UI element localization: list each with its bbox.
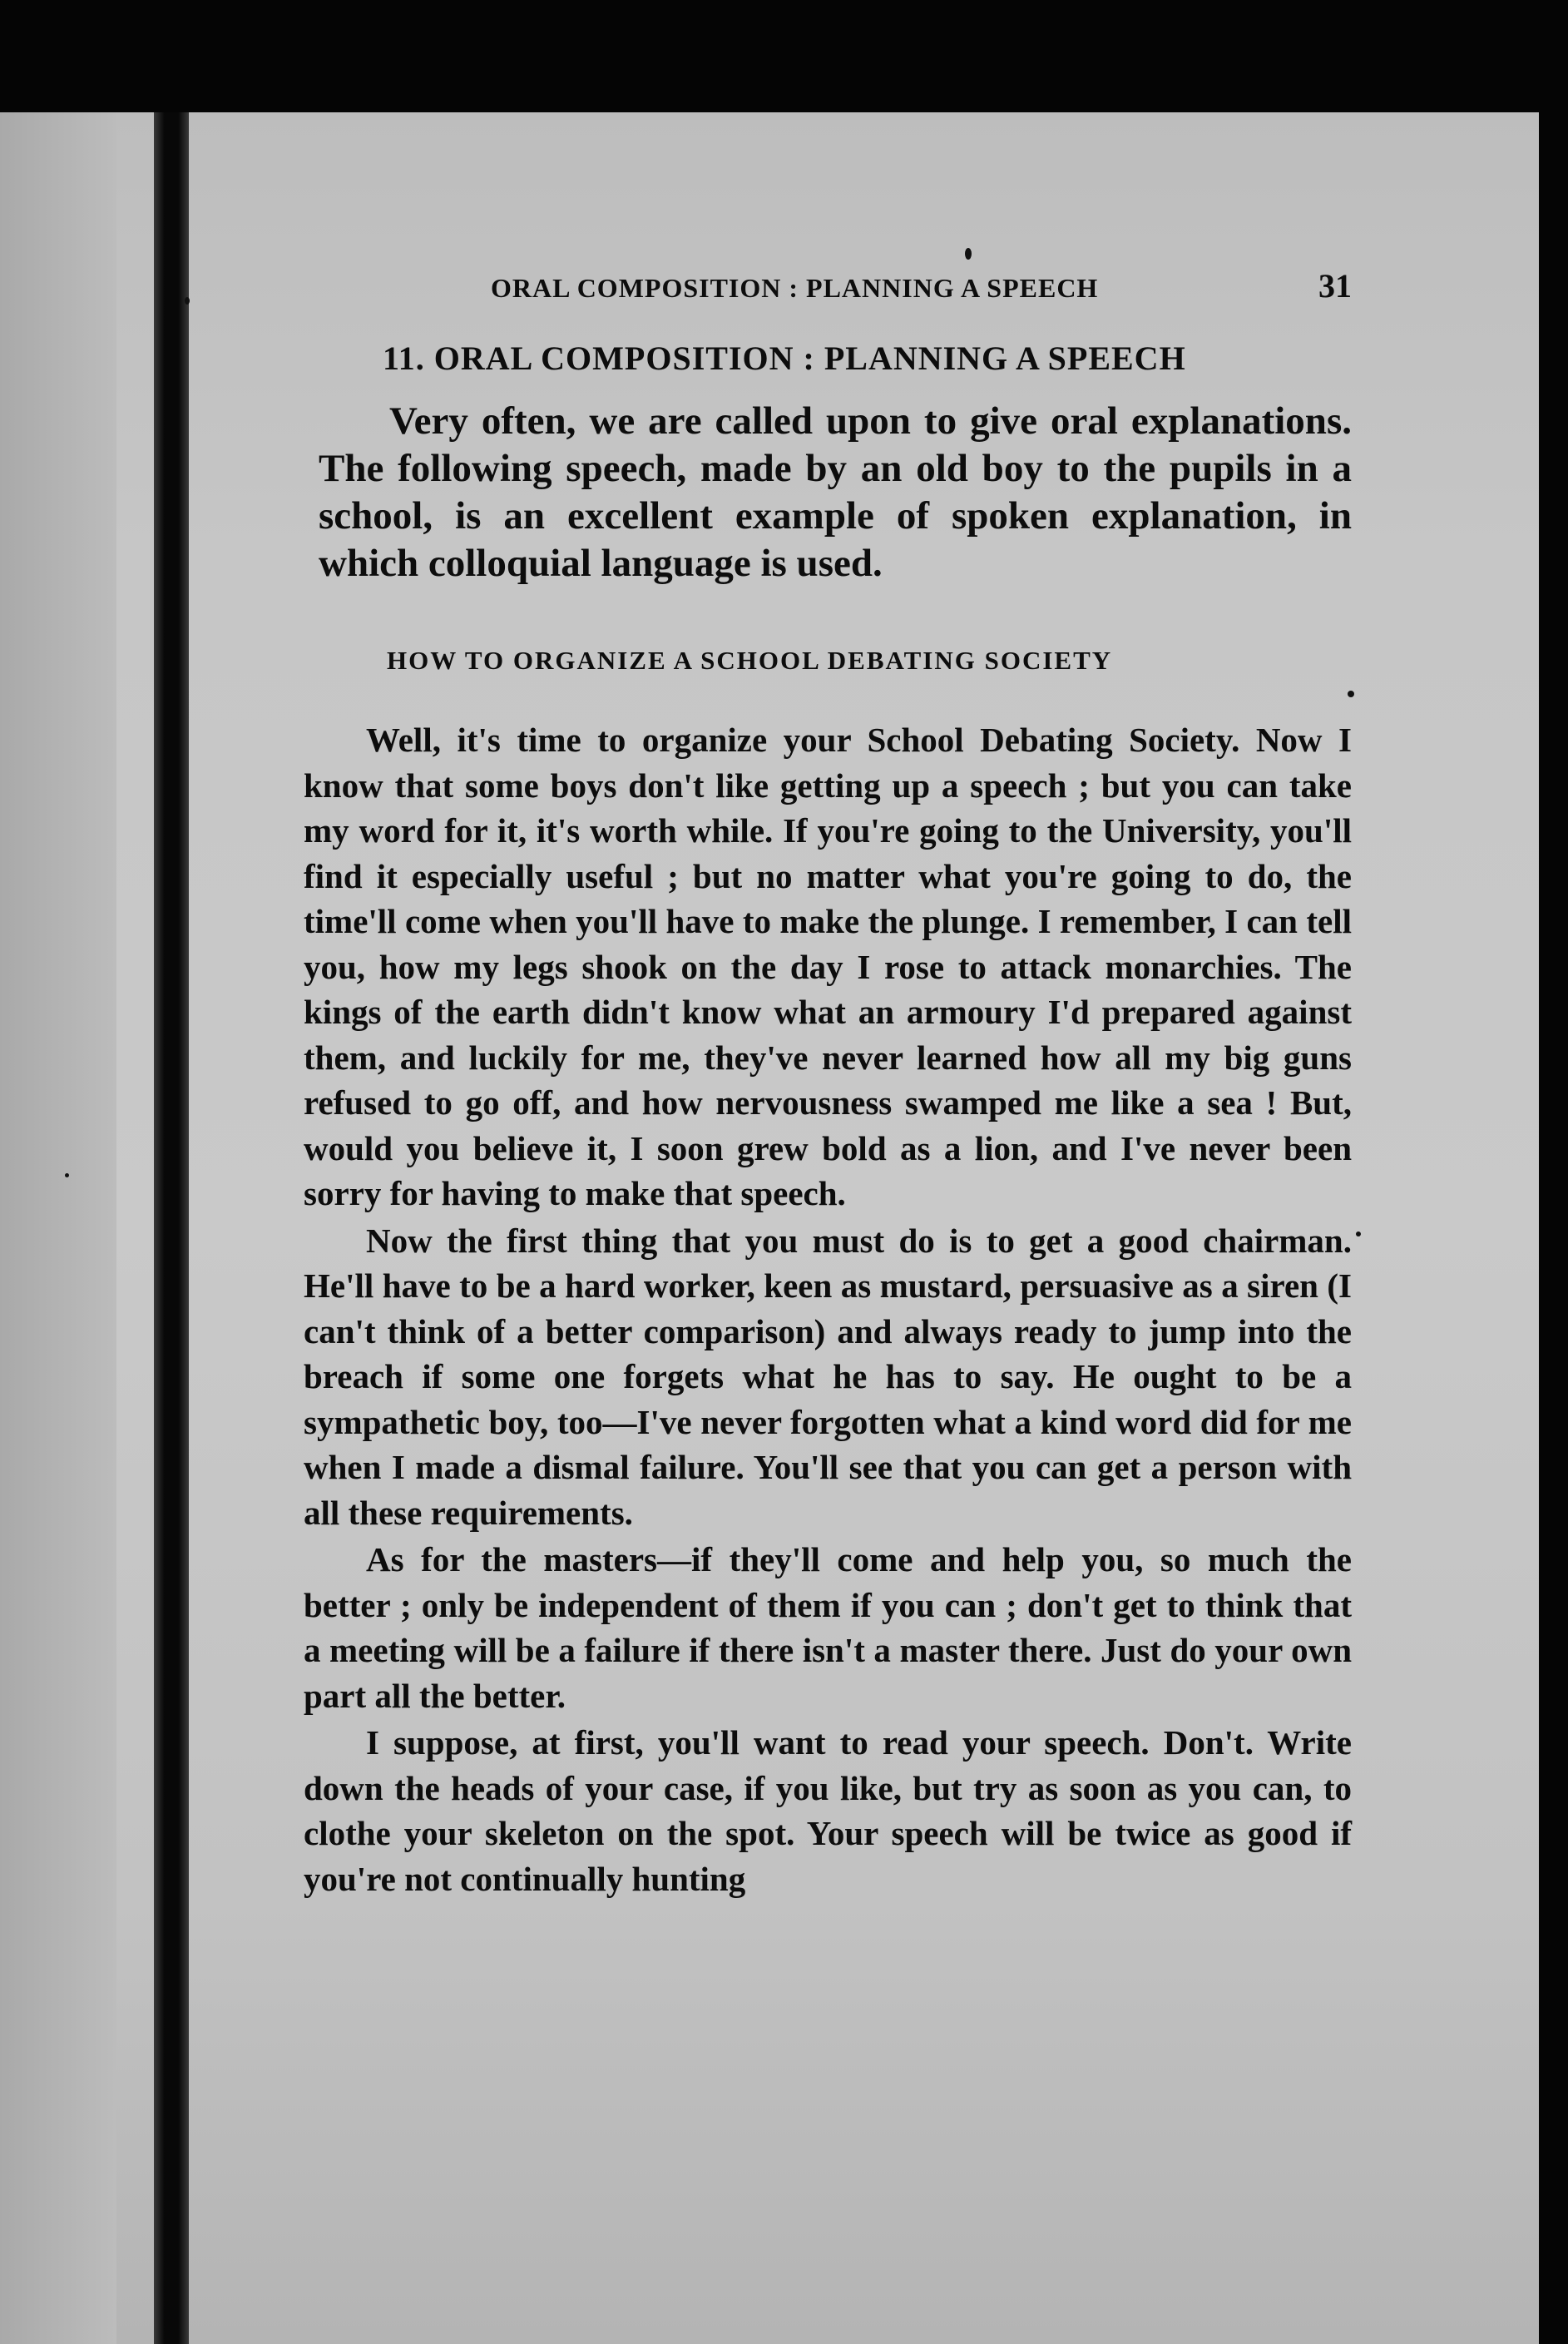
scan-top-border — [0, 0, 1568, 116]
body-paragraph: Well, it's time to organize your School Debating Society. Now I know that some boys don't like getting up a speech ; but you can take my word for it, it's worth while. If you're going to the University, you'll find it especially useful ; but no matter what you're going to do, the time'll come when you'll have to make the plunge. I remember, I can tell you, how my legs shook on the day I rose to attack monarchies. The kings of the earth didn't know what an armoury I'd prepared against them, and luckily for me, they've never learned how all my big guns refused to go off, and how nervousness swamped me like a sea ! But, would you believe it, I soon grew bold as a lion, and I've never been sorry for having to make that speech. — [304, 721, 1352, 1212]
body-paragraph: As for the masters—if they'll come and help you, so much the better ; only be independent of them if you can ; don't get to think that a meeting will be a failure if there isn't a master there. Just do your own part all the better. — [304, 1540, 1352, 1715]
left-margin — [0, 112, 116, 2344]
page-text — [304, 266, 1352, 1903]
body-paragraph: I suppose, at first, you'll want to read your speech. Don't. Write down the heads of your case, if you like, but try as soon as you can, to clothe your skeleton on the spot. Your speech will be twice as good if you're not continually hunting — [304, 1723, 1352, 1898]
dust-speck — [65, 1173, 69, 1177]
dust-speck — [965, 248, 972, 260]
section-heading: 11. ORAL COMPOSITION : PLANNING A SPEECH — [383, 339, 1186, 377]
body-paragraph: Now the first thing that you must do is to get a good chairman. He'll have to be a hard worker, keen as mustard, persuasive as a siren (I can't think of a better comparison) and always ready to jump into the breach if some one forgets what he has to say. He ought to be a sympathetic boy, too—I've never forgotten what a kind word did for me when I made a dismal failure. You'll see that you can get a person with all these requirements. — [304, 1221, 1352, 1532]
intro-paragraph: Very often, we are called upon to give oral explanations. The following speech, made by an old boy to the pupils in a school, is an excellent example of spoken explanation, in which colloquial language is used. — [319, 399, 1352, 585]
dust-speck — [185, 297, 190, 305]
running-head — [491, 266, 1352, 305]
scan-right-border — [1539, 116, 1568, 2344]
article-title: HOW TO ORGANIZE A SCHOOL DEBATING SOCIETY — [387, 646, 1113, 675]
page-number: 31 — [1318, 267, 1352, 305]
binding-gutter — [154, 112, 189, 2344]
running-head-title: ORAL COMPOSITION : PLANNING A SPEECH — [491, 273, 1099, 303]
dust-speck — [1356, 1231, 1361, 1236]
